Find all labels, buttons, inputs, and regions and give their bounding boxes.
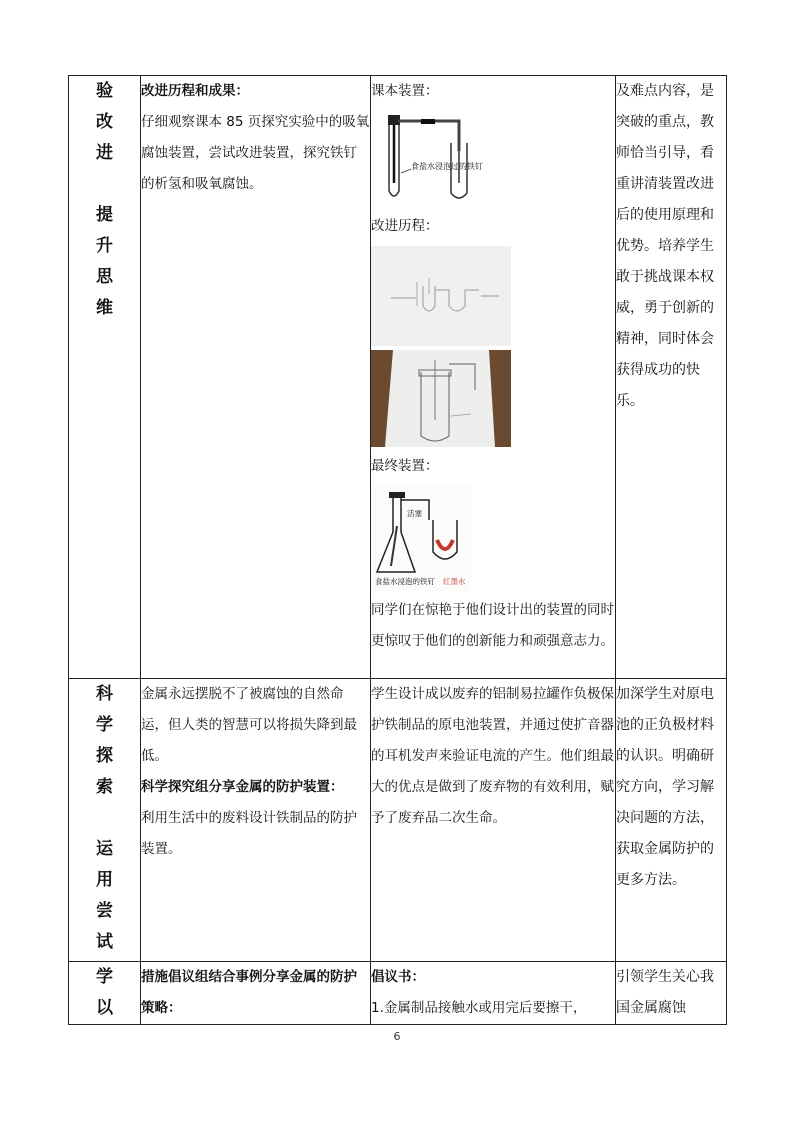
stage-char: 尝: [96, 901, 113, 921]
stage-cell: [69, 962, 141, 1025]
intent-cell: [616, 679, 727, 962]
final-label: 最终装置：: [371, 458, 439, 474]
final-apparatus-figure: [371, 486, 471, 591]
textbook-apparatus-figure: [371, 111, 483, 207]
table-row: [69, 962, 727, 1025]
process-label: 改进历程：: [371, 218, 439, 234]
stage-char: 提: [96, 205, 113, 225]
figure-label: 食盐水浸泡过的铁钉: [411, 162, 483, 171]
section-heading: 倡议书：: [371, 969, 425, 985]
table-row: [69, 679, 727, 962]
intent-text: 加深学生对原电池的正负极材料的认识。明确研究方向，学习解决问题的方法，获取金属防护的更多方法。: [616, 686, 714, 888]
stage-char: 改: [96, 112, 113, 132]
intent-cell: [616, 76, 727, 679]
stage-char: 进: [96, 143, 113, 163]
activity-text: 金属永远摆脱不了被腐蚀的自然命运，但人类的智慧可以将损失降到最低。: [141, 686, 357, 764]
stage-char: 思: [96, 267, 113, 287]
intent-text: 及难点内容，是突破的重点，教师恰当引导，看重讲清装置改进后的使用原理和优势。培养学生敢于挑战课本权威，勇于创新的精神，同时体会获得成功的快乐。: [616, 83, 714, 409]
student-text: 学生设计成以废弃的铝制易拉罐作负极保护铁制品的原电池装置，并通过使扩音器的耳机发声来验证电流的产生。他们组最大的优点是做到了废弃物的有效利用，赋予了废弃品二次生命。: [371, 686, 614, 826]
sketch-2-figure: [371, 350, 511, 447]
stage-char: 索: [96, 777, 113, 797]
activity-text: 仔细观察课本 85 页探究实验中的吸氧腐蚀装置，尝试改进装置，探究铁钉的析氢和吸氧腐蚀。: [141, 114, 370, 192]
section-heading: 科学探究组分享金属的防护装置：: [141, 779, 344, 795]
stage-char: 探: [96, 746, 113, 766]
stage-char: 用: [96, 870, 113, 890]
student-cell: [371, 962, 616, 1025]
activity-cell: [141, 76, 371, 679]
stage-char: 维: [96, 298, 113, 318]
section-heading: 改进历程和成果：: [141, 83, 249, 99]
student-text: 1.金属制品接触水或用完后要擦干，: [371, 1000, 587, 1016]
figure-label: 红墨水: [443, 577, 466, 586]
lesson-table: [68, 75, 727, 1025]
stage-char: 学: [96, 715, 113, 735]
figure-label: 活塞: [407, 509, 422, 518]
stage-char: 以: [96, 998, 113, 1018]
conclusion-text: 同学们在惊艳于他们设计出的装置的同时更惊叹于他们的创新能力和顽强意志力。: [371, 602, 614, 649]
activity-text: 利用生活中的废料设计铁制品的防护装置。: [141, 810, 357, 857]
activity-cell: [141, 679, 371, 962]
page-number: 6: [393, 1030, 401, 1043]
stage-char: 升: [96, 236, 113, 256]
stage-cell: [69, 679, 141, 962]
stage-char: 验: [96, 81, 113, 101]
sketch-1-figure: [371, 246, 511, 346]
stage-char: 运: [96, 839, 113, 859]
student-cell: [371, 679, 616, 962]
activity-cell: [141, 962, 371, 1025]
student-cell: [371, 76, 616, 679]
textbook-label: 课本装置：: [371, 83, 439, 99]
intent-cell: [616, 962, 727, 1025]
table-row: [69, 76, 727, 679]
section-heading: 措施倡议组结合事例分享金属的防护策略：: [141, 969, 357, 1016]
figure-label: 食盐水浸泡的铁钉: [375, 577, 435, 586]
stage-cell: [69, 76, 141, 679]
stage-char: 科: [96, 684, 113, 704]
stage-char: 学: [96, 967, 113, 987]
intent-text: 引领学生关心我国金属腐蚀: [616, 969, 714, 1016]
stage-char: 试: [96, 932, 113, 952]
